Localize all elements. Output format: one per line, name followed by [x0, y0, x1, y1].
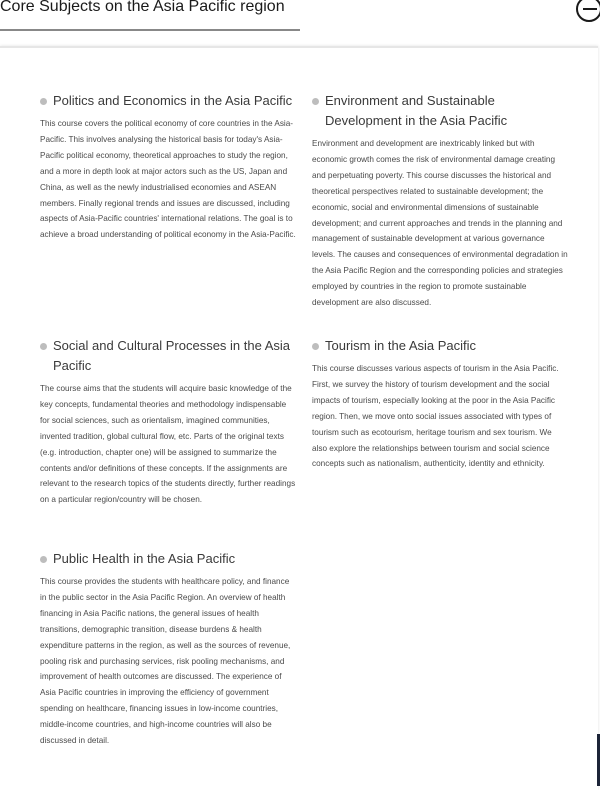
bullet-icon: [40, 556, 47, 563]
course-title-text: Public Health in the Asia Pacific: [53, 551, 236, 566]
bullet-icon: [312, 98, 319, 105]
course-environment-sustainable-development: [312, 91, 568, 311]
title-underline: [0, 29, 300, 31]
course-description: This course covers the political economy of core countries in the Asia-Pacific. This involves analysing the historical basis for today's Asia-Pacific political economy, theoretical approaches to study the region, and a more in depth look at major actors such as the US, Japan and China, as well as the newly industrialised economies and ASEAN members. Finally regional trends and issues are discussed, including aspects of Asia-Pacific countries' international relations. The goal is to achieve a broad understanding of political economy in the Asia-Pacific.: [40, 119, 296, 240]
course-title-text: Social and Cultural Processes in the Asia Pacific: [53, 338, 291, 373]
course-title: [40, 91, 296, 111]
accordion-header[interactable]: [0, 0, 600, 34]
bullet-icon: [40, 343, 47, 350]
course-title: [40, 336, 296, 376]
course-public-health: [40, 549, 296, 749]
course-politics-economics: [40, 91, 296, 243]
section-title: Core Subjects on the Asia Pacific region: [0, 0, 285, 15]
bullet-icon: [312, 343, 319, 350]
course-description: The course aims that the students will acquire basic knowledge of the key concepts, fundamental theories and methodology indispensable for social sciences, such as orientalism, imagined communities, invented tradition, global cultural flow, etc. Parts of the original texts (e.g. introduction, chapter one) will be assigned to summarize the contents and/or definitions of these concepts. If the assignments are relevant to the research topics of the students directly, further readings on a particular region/country will be chosen.: [40, 384, 296, 505]
minus-glyph: [583, 8, 597, 10]
course-title-text: Tourism in the Asia Pacific: [325, 338, 477, 353]
course-description: This course provides the students with healthcare policy, and finance in the public sector in the Asia Pacific Region. An overview of health financing in Asia Pacific nations, the general issues of health transitions, demographic transition, disease burdens & health expenditure patterns in the region, as well as the sources of revenue, pooling risk and purchasing services, risk pooling mechanisms, and improvement of health outcomes are discussed. The experience of Asia Pacific countries in improving the efficiency of government spending on healthcare, financing issues in low-income countries, middle-income countries, and high-income countries will also be discussed in detail.: [40, 577, 291, 746]
course-description: This course discusses various aspects of tourism in the Asia Pacific. First, we survey the history of tourism development and the social impacts of tourism, especially looking at the poor in the Asia Pacific region. Then, we move onto social issues associated with types of tourism such as ecotourism, heritage tourism and sex tourism. We also explore the relationships between tourism and social science concepts such as nationalism, authenticity, identity and ethnicity.: [312, 364, 559, 469]
course-title: [312, 91, 568, 131]
course-title: [312, 336, 568, 356]
course-description: Environment and development are inextricably linked but with economic growth comes the risk of environmental damage creating and perpetuating poverty. This course discusses the historical and theoretical perspectives related to sustainable development; the economic, social and environmental dimensions of sustainable development; and current approaches and trends in the planning and management of sustainable development at various governance levels. The causes and consequences of environmental degradation in the Asia Pacific Region and the corresponding policies and strategies employed by countries in the region to promote sustainable development are also discussed.: [312, 139, 568, 308]
course-title-text: Politics and Economics in the Asia Pacific: [53, 93, 293, 108]
course-title-text: Environment and Sustainable Development in the Asia Pacific: [325, 93, 508, 128]
course-social-cultural-processes: [40, 336, 296, 508]
bullet-icon: [40, 98, 47, 105]
minus-circle-icon[interactable]: [576, 0, 600, 22]
course-tourism: [312, 336, 568, 472]
course-title: [40, 549, 296, 569]
